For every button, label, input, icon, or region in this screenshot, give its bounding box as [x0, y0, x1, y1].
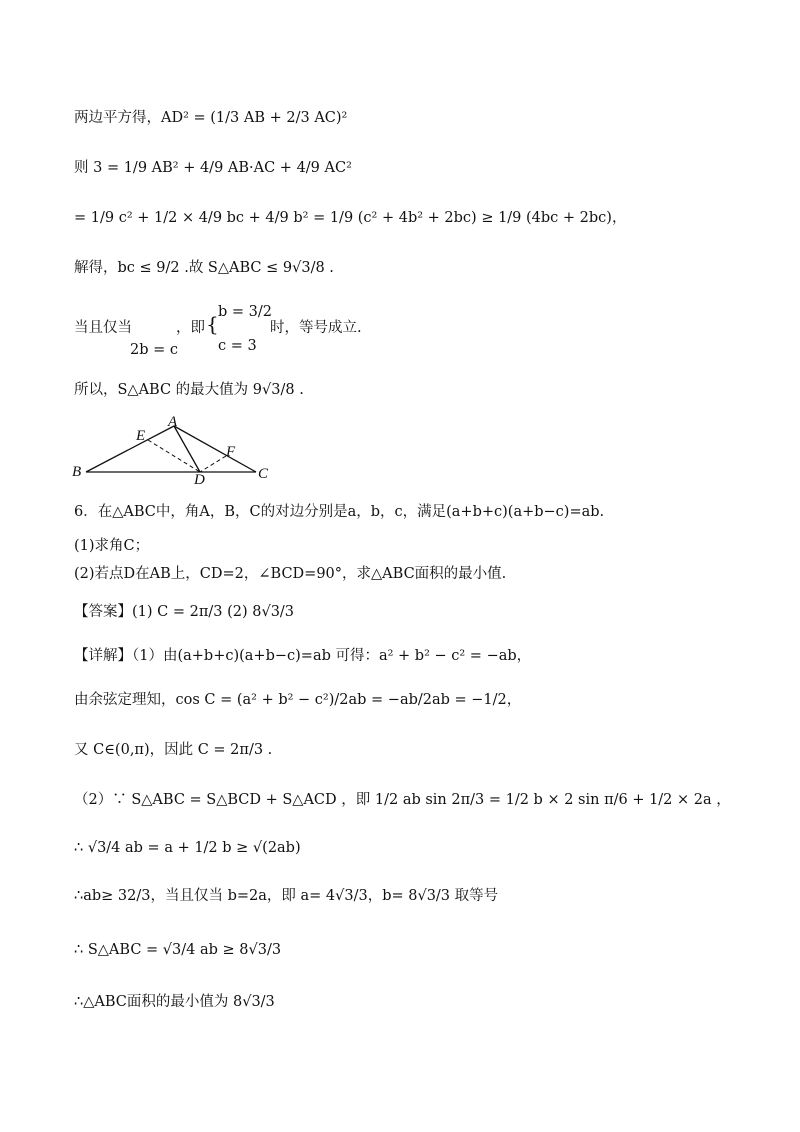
label-E: E — [136, 428, 146, 444]
system-c: c = 3 — [218, 338, 257, 354]
line-inequality: = 1/9 c² + 1/2 × 4/9 bc + 4/9 b² = 1/9 (c² + 4b² + 2bc) ≥ 1/9 (4bc + 2bc)， — [74, 210, 627, 226]
problem-6-question-2: (2)若点D在AB上，CD=2，∠BCD=90°，求△ABC面积的最小值. — [74, 566, 507, 582]
line-equality-holds: 时，等号成立. — [270, 320, 362, 336]
triangle-figure — [72, 416, 292, 486]
segment-FD — [200, 456, 226, 472]
label-A: A — [168, 416, 178, 430]
detail-line-1: 【详解】（1）由(a+b+c)(a+b−c)=ab 可得：a² + b² − c² = −ab， — [74, 648, 532, 664]
detail-line-4: （2）∵ S△ABC = S△BCD + S△ACD ，即 1/2 ab sin 2π/3 = 1/2 b × 2 sin π/6 + 1/2 × 2a ， — [74, 792, 731, 808]
line-equality-ie: ，即 — [176, 320, 205, 336]
line-equality-intro: 当且仅当 — [74, 320, 132, 336]
label-D: D — [194, 472, 205, 486]
detail-line-2: 由余弦定理知，cos C = (a² + b² − c²)/2ab = −ab/2ab = −1/2， — [74, 692, 522, 708]
detail-line-3: 又 C∈(0,π)，因此 C = 2π/3 . — [74, 742, 273, 758]
segment-ED — [148, 440, 200, 472]
problem-6-stem: 6．在△ABC中，角A，B，C的对边分别是a，b，c，满足(a+b+c)(a+b−c)=ab. — [74, 504, 605, 520]
detail-line-6: ∴ab≥ 32/3，当且仅当 b=2a，即 a= 4√3/3，b= 8√3/3 取等号 — [74, 888, 499, 904]
label-B: B — [72, 464, 82, 480]
line-expand: 则 3 = 1/9 AB² + 4/9 AB·AC + 4/9 AC² — [74, 160, 352, 176]
line-solve-bc: 解得，bc ≤ 9/2 .故 S△ABC ≤ 9√3/8 . — [74, 260, 334, 276]
brace-system: { — [206, 312, 219, 336]
problem-6-answer: 【答案】(1) C = 2π/3 (2) 8√3/3 — [74, 604, 295, 620]
system-b: b = 3/2 — [218, 304, 272, 320]
detail-line-5: ∴ √3/4 ab = a + 1/2 b ≥ √(2ab) — [74, 840, 301, 856]
label-C: C — [258, 466, 269, 482]
segment-BA — [86, 426, 174, 472]
line-max-value: 所以，S△ABC 的最大值为 9√3/8 . — [74, 382, 304, 398]
problem-6-question-1: (1)求角C； — [74, 538, 150, 554]
line-equality-condition: 2b = c — [130, 342, 178, 358]
label-F: F — [226, 444, 236, 460]
detail-line-8: ∴△ABC面积的最小值为 8√3/3 — [74, 994, 275, 1010]
detail-line-7: ∴ S△ABC = √3/4 ab ≥ 8√3/3 — [74, 942, 282, 958]
line-square-both-sides: 两边平方得，AD² = (1/3 AB + 2/3 AC)² — [74, 110, 348, 126]
